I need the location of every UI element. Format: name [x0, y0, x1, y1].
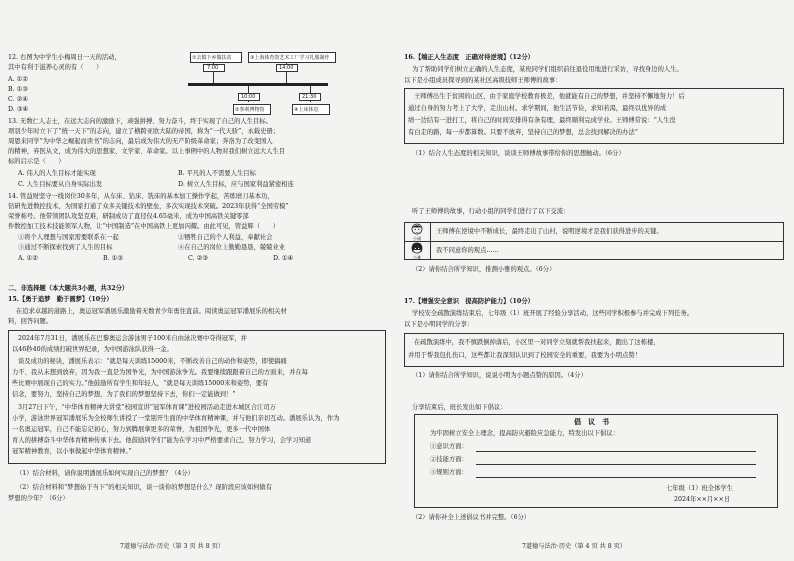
q12-option-a: A. ①②: [8, 76, 28, 83]
q16-story-line4: 有白走的路，每一步都算数。只要不放弃，坚持自己的梦想，总会找到解决的办法”: [408, 129, 638, 136]
q13-line1: 13. 无数仁人志士，在远大志向的激励下，顽强拼搏、努力奋斗，终于实现了自己的人生目标。: [8, 118, 272, 125]
q15-material-line1: 2024年7月31日，潘展乐在巴黎奥运会游泳男子100米自由泳决赛中夺得冠军，并: [18, 335, 247, 342]
timeline-time-1: 7:00: [207, 65, 219, 71]
q16-transition: 听了王师傅的故事，行动小组的同学们进行了以下交流：: [412, 208, 570, 215]
page-footer-left: 7道德与法治·历史（第 3 页 共 8 页）: [120, 543, 225, 550]
q17-transition: 分享结束后，班长发出如下倡议：: [412, 404, 507, 411]
timeline-time-2: 14:00: [279, 65, 294, 71]
q16-intro-2: 以下是小组成员探寻到的某社区高级技师王师傅的故事：: [404, 77, 562, 84]
q15-material-line9: 一名奥运冠军，自己不能忘记初心，努力到腾展拿更多的荣誉，为祖国争光，更多一代中国体: [12, 426, 271, 433]
proposal-item-1: ①意识方面：: [430, 443, 468, 450]
q17-intro-1: 学校安全疏散演练结束后，七年级（1）班开展了经验分享活动，这些同学积极参与并完成下列任务。: [412, 310, 694, 317]
q15-material-line8: 小学，游泳世界冠军潘展乐为全校师生讲授了一堂别开生面的中华体育精神课，并与他们亲切互动。潘展乐认为，作为: [12, 415, 340, 422]
q12-option-c: C. ②④: [8, 96, 28, 103]
q12-line2: 其中有利于滋养心灵的有（ ）: [8, 64, 103, 71]
activity-timeline: [182, 52, 334, 114]
q15-material-line2: 以46秒40的成绩打破世界纪录，为中国游泳队获得一金。: [12, 346, 173, 353]
timeline-activity-4: ④上床休息: [294, 106, 319, 113]
q15-material-line10: 育人的拼搏奋斗中华体育精神传承下去。他鼓励同学们“能为在学习中严格要求自己，努力学习，会学习知道: [12, 437, 312, 444]
q14-line3: 荣誉称号。他带领团队攻坚克难，研制成功了直径仅4.65毫米，成为中国高铁关键零部: [8, 213, 249, 220]
dialog-statement-1: 王师傅在逆境中不断成长，最终走出了山村，说明逆境才是我们获得进步的关键。: [436, 228, 663, 235]
q13-line4: 的精神，弃医从文，成为伟大的思想家、文学家、革命家。以上事例中的人物对我们树立远大人生目: [8, 148, 286, 155]
q15-material-line4: 力不、我从未想到放弃，因为我一直是为国争光，为中国游泳争光。我要继续跟跟着自己的方面来，并在每: [12, 369, 308, 376]
q14-line2: 钻研先进数控技术，为国家打通了众多关键技术的壁垒，多次实现技术突破。2023年获得“全国劳模”: [8, 203, 289, 210]
q17-subquestion-1: （1）请你结合所学知识，说说小明为小题点赞的原因。（4分）: [412, 372, 587, 379]
proposal-answer-line-2[interactable]: [476, 464, 756, 465]
proposal-answer-line-1[interactable]: [476, 451, 756, 452]
q17-subquestion-2: （2）请你补全上述倡议书并完整。（6分）: [412, 514, 531, 521]
proposal-item-2: ②技能方面：: [430, 456, 468, 463]
q14-line4: 件数控加工技术技能领军人物，让“中国制造”在中国高铁上更加闪耀。由此可见，管益辉（ ）: [8, 223, 279, 230]
speaker-name-1: 小刚: [413, 236, 421, 241]
left-page: [8, 0, 390, 561]
q15-material-line5: 些比赛中展现自己的实力。”他鼓励所有学生和年轻人，“就是每天训练15000米和姿势，要有: [12, 380, 269, 387]
q16-heading: 16.【端正人生态度 正确对待逆境】（12分）: [404, 54, 534, 61]
q17-heading: 17.【增强安全意识 提高防护能力】（10分）: [404, 298, 534, 305]
q14-choice-b: B. ①③: [103, 255, 123, 262]
q13-option-d: D. 树立人生目标，应与国家利益紧密相连: [178, 181, 294, 188]
q15-material-line6: 信念，要努力，坚持自己的梦想，为了我们的梦想坚持下去，你们一定能做到！”: [12, 391, 236, 398]
q15-material-line7: 3月27日下午，“中华体育精神大讲堂”校园宣讲“冠军体育课”进校园活动走进木城区合江司万: [18, 404, 276, 411]
q15-intro-1: 在追求卓越的道路上，奥运冠军潘展乐激励着无数青少年勇往直前。阅读奥运冠军潘展乐的相关材: [16, 308, 287, 315]
q15-intro-2: 料，回答问题。: [8, 318, 53, 325]
q13-line5: 标的启示是（ ）: [8, 158, 65, 165]
timeline-activity-1: ①去镇下乡做扶贫: [192, 54, 232, 61]
q15-heading: 15.【勇于追梦 勤于圆梦】（10分）: [8, 296, 113, 303]
q14-choice-a: A. ①②: [18, 255, 38, 262]
q16-subquestion-2: （2）请你结合所学知识，推测小雅的观点。（6分）: [412, 266, 556, 273]
q14-statement-4: ④在自己的岗位上勤勤恳恳，兢兢业业: [178, 244, 286, 251]
section-2-heading: 二、非选择题（本大题共3小题，共32分）: [8, 285, 129, 292]
proposal-intro: 为牢固树立安全上理念，提高防灾避险应急能力，特发出以下倡议：: [430, 430, 619, 437]
q16-subquestion-1: （1）结合人生态度的相关知识，谈谈王师傅故事带给你的思想触动。（6分）: [412, 150, 625, 157]
q12-option-d: D. ③④: [8, 106, 29, 113]
q17-share-line1: 在疏散演练中，我不慎跌倒掉落后，小区里一对同学立刻就帮我扶起来，跑出了这栋楼，: [414, 339, 660, 346]
q14-choice-d: D. ①④: [273, 255, 294, 262]
right-page: [404, 0, 786, 561]
q14-line1: 14. 管益财坚守一线岗位30多年，从车床、钻床、铣床的基本加工操作学起，苦练磨刀基本功，: [8, 193, 274, 200]
dialog-statement-2: 我不同意你的观点……: [436, 247, 499, 254]
timeline-time-3: 10:00: [241, 94, 256, 100]
q15-material-line3: 谈及成功的秘诀，潘展乐表示：“就是每天训练15000米，不断改善自己的动作和姿势，即使搞痛: [18, 358, 287, 365]
q14-statement-1: ①将个人理想与国家需要联系在一起: [18, 234, 119, 241]
timeline-activity-2: ③上海体育馆艺术工厂学习礼服制作: [250, 54, 330, 61]
page-footer-right: 7道德与法治·历史（第 4 页 共 8 页）: [522, 543, 627, 550]
q13-line2: 项羽少年时立下了“统一天下”的志向，建立了横跨亚欧大陆的帝国，称为“一代天骄”，永载史册；: [8, 128, 280, 135]
q16-story-line2: 通过自身的努力考上了大学，走出山村。求学期间，他生活节俭，求知若渴，最终以优异的成: [408, 105, 667, 112]
q14-statement-2: ②牺牲自己的个人利益，奉献社会: [178, 234, 273, 241]
q17-intro-2: 以下是小明同学的分享：: [404, 321, 474, 328]
proposal-signature: 七年级（1）班全体学生: [666, 485, 733, 492]
q16-intro-1: 为了帮助同学们树立正确的人生态度，某班同学们组织前往退役用地进行采访，寻找身边的人生。: [412, 66, 683, 73]
q13-line3: 周恩来同学“为中华之崛起而读书”的志向，最后成为伟大的无产阶级革命家；奔洛为了改变国人: [8, 138, 273, 145]
proposal-item-3: ③规则方面：: [430, 469, 468, 476]
q14-choice-c: C. ②③: [188, 255, 208, 262]
speaker-name-2: 小雅: [413, 255, 421, 260]
timeline-activity-3: ②参观博物馆: [235, 106, 265, 113]
q16-story-line1: 王师傅出生于贫困的山区，由于家庭学校教育极差，他就能有自己的梦想，并坚持不懈地努力！后: [414, 93, 685, 100]
q13-option-c: C. 人生目标要从自身实际出发: [18, 181, 103, 188]
q15-material-line11: 冠军精神教育，以小事做起中华体育精神。”: [12, 448, 132, 455]
proposal-title: 倡 议 书: [574, 417, 609, 426]
q12-option-b: B. ①③: [8, 86, 28, 93]
q15-subquestion-2a: （2）结合材料和“梦想始于当下”的相关知识，谈一谈你的梦想是什么？现阶段应该如何做有: [16, 484, 273, 491]
proposal-box: [414, 414, 778, 508]
q14-statement-3: ③通过不断探索找到了人生的目标: [18, 244, 113, 251]
q15-subquestion-2b: 梦想的少年？（6分）: [8, 495, 69, 502]
proposal-answer-line-3[interactable]: [476, 477, 756, 478]
proposal-date: 2024年××月××日: [674, 496, 731, 503]
timeline-time-4: 21:30: [302, 94, 317, 100]
q13-option-a: A. 伟人的人生目标才能实现: [18, 170, 96, 177]
q13-option-b: B. 平凡的人不需要人生目标: [178, 170, 256, 177]
q12-line1: 12. 右图为中学生小梅周日一天的活动，: [8, 54, 121, 61]
q15-subquestion-1: （1）结合材料，请你说明潘展乐如何实现自己的梦想？（4分）: [16, 470, 195, 477]
q17-share-line2: 并用于帮我包扎伤口，这些都让我深刻认识到了校园安全的重要，我要为小明点赞！: [408, 352, 641, 359]
q16-story-line3: 绩一边结有一进打工，将自己的时间安排得有条有理，最终顺利完成学业。王师傅常说：“人生没: [408, 117, 676, 124]
